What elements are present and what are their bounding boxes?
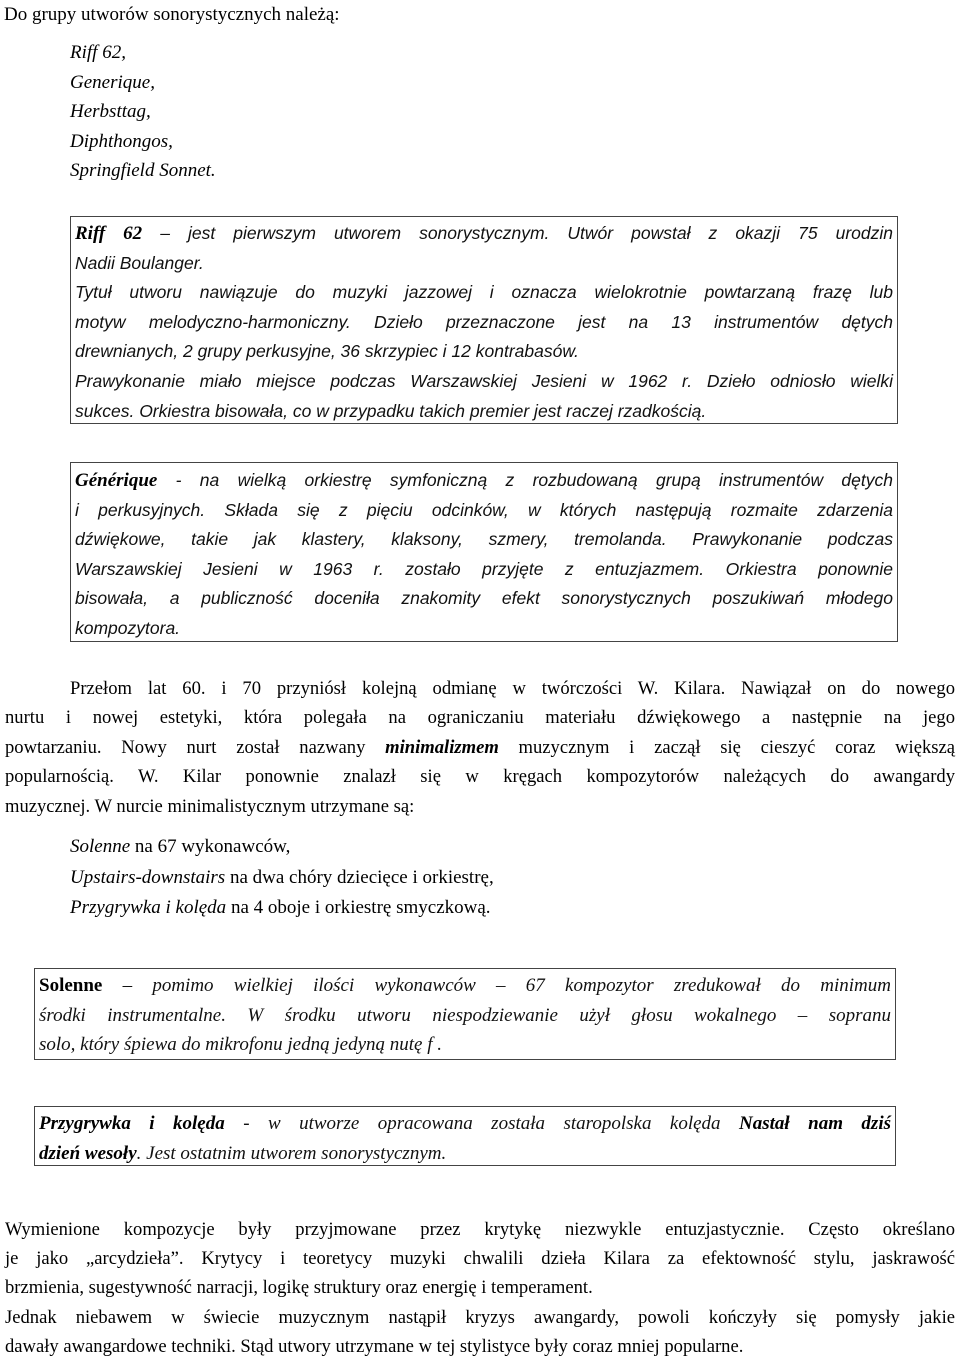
text-line: i perkusyjnych. Składa się z pięciu odcinków, w których następują rozmaite zdarzenia [75,499,893,520]
minimalism-term: minimalizmem [385,736,499,758]
work-description: na dwa chóry dziecięce i orkiestrę, [225,866,494,888]
text-line: Tytuł utworu nawiązuje do muzyki jazzowej i oznacza wielokrotnie powtarzaną frazę lub [75,282,893,303]
text-line: środki instrumentalne. W środku utworu niespodziewanie użył głosu wokalnego – sopranu [39,1004,891,1026]
przygrywka-box [34,1106,896,1166]
solenne-box [34,968,896,1060]
text-line: - na wielką orkiestrę symfoniczną z rozbudowaną grupą instrumentów dętych [157,470,893,490]
text-line: muzycznym i zaczął się cieszyć coraz większą [498,736,955,758]
text-line: bisowała, a publiczność doceniła znakomity efekt sonorystycznych poszukiwań młodego [75,588,893,609]
dash: – [102,975,153,996]
text-line: Przełom lat 60. i 70 przyniósł kolejną odmianę w twórczości W. Kilara. Nawiązał on do nowego [70,678,955,699]
list-item [70,863,494,894]
text-line: nurtu i nowej estetyki, która polegała na ograniczaniu materiału dźwiękowego a następnie na jego [5,707,955,729]
solenne-title: Solenne [39,975,103,996]
list-item: Springfield Sonnet. [70,160,216,181]
minimalist-works-list [70,832,494,924]
list-item: Riff 62, [70,42,126,63]
text-line: Warszawskiej Jesieni w 1963 r. zostało przyjęte z entuzjazmem. Orkiestra ponownie [75,558,893,579]
generique-title: Générique [75,470,158,491]
carol-title: dzień wesoły [39,1142,137,1164]
text-line: kompozytora. [75,617,181,638]
text-line: . Jest ostatnim utworem sonorystycznym. [136,1142,447,1164]
work-description: na 67 wykonawców, [130,836,291,857]
text-line: popularnością. W. Kilar ponownie znalazł się w kręgach kompozytorów należących do awangardy [5,766,955,788]
text-line: – jest pierwszym utworem sonorystycznym. Utwór powstał z okazji 75 urodzin [142,223,893,243]
text-line: drewnianych, 2 grupy perkusyjne, 36 skrzypiec i 12 kontrabasów. [75,341,579,362]
riff-62-box [70,216,898,424]
list-item [70,832,494,863]
list-item [70,893,494,924]
text-line: je jako „arcydzieła”. Krytycy i teoretycy muzyki chwalili dzieła Kilara za efektowność stylu, jaskrawość [5,1248,955,1270]
text-line: Jednak niebawem w świecie muzycznym nastąpił kryzys awangardy, powoli kończyły się pomysły jakie [5,1306,955,1328]
list-item: Herbsttag, [70,101,151,122]
list-item: Generique, [70,71,155,93]
text-line: pomimo wielkiej ilości wykonawców – 67 kompozytor zredukował do minimum [152,975,891,996]
text-line: sukces. Orkiestra bisowała, co w przypadku takich premier jest raczej rzadkością. [75,400,707,421]
text-line: Wymienione kompozycje były przyjmowane przez krytykę niezwykle entuzjastycznie. Często określano [5,1219,955,1240]
text-line: powtarzaniu. Nowy nurt został nazwany [5,736,386,758]
list-item: Diphthongos, [70,130,173,152]
text-line: solo, który śpiewa do mikrofonu jedną jedyną nutę f . [39,1034,442,1056]
przygrywka-title: Przygrywka i kolęda [39,1113,225,1134]
reception-paragraph [5,1215,955,1361]
text-line: muzycznej. W nurcie minimalistycznym utrzymane są: [5,795,415,817]
work-title: Upstairs-downstairs [70,866,226,888]
text-line: Nadii Boulanger. [75,252,204,273]
text-line: Prawykonanie miało miejsce podczas Warszawskiej Jesieni w 1962 r. Dzieło odniosło wielki [75,370,893,391]
work-description: na 4 oboje i orkiestrę smyczkową. [226,897,491,918]
text-line: motyw melodyczno-harmoniczny. Dzieło przeznaczone jest na 13 instrumentów dętych [75,311,893,332]
work-title: Przygrywka i kolęda [70,897,227,918]
riff-62-title: Riff 62 [75,223,143,244]
text-line: - w utworze opracowana została staropolska kolęda [224,1113,739,1134]
page-heading: Do grupy utworów sonorystycznych należą: [4,4,340,25]
text-line: dźwiękowe, takie jak klastery, klaksony, szmery, tremolanda. Prawykonanie podczas [75,529,893,550]
text-line: dawały awangardowe techniki. Stąd utwory utrzymane w tej stylistyce były coraz mniej popularne. [5,1335,744,1357]
work-title: Solenne [70,836,131,857]
carol-title: Nastał nam dziś [739,1113,891,1134]
generique-box [70,462,898,642]
sonoristic-works-list [70,38,216,186]
minimalism-paragraph [5,674,955,821]
text-line: brzmienia, sugestywność narracji, logikę struktury oraz energię i temperament. [5,1277,593,1299]
